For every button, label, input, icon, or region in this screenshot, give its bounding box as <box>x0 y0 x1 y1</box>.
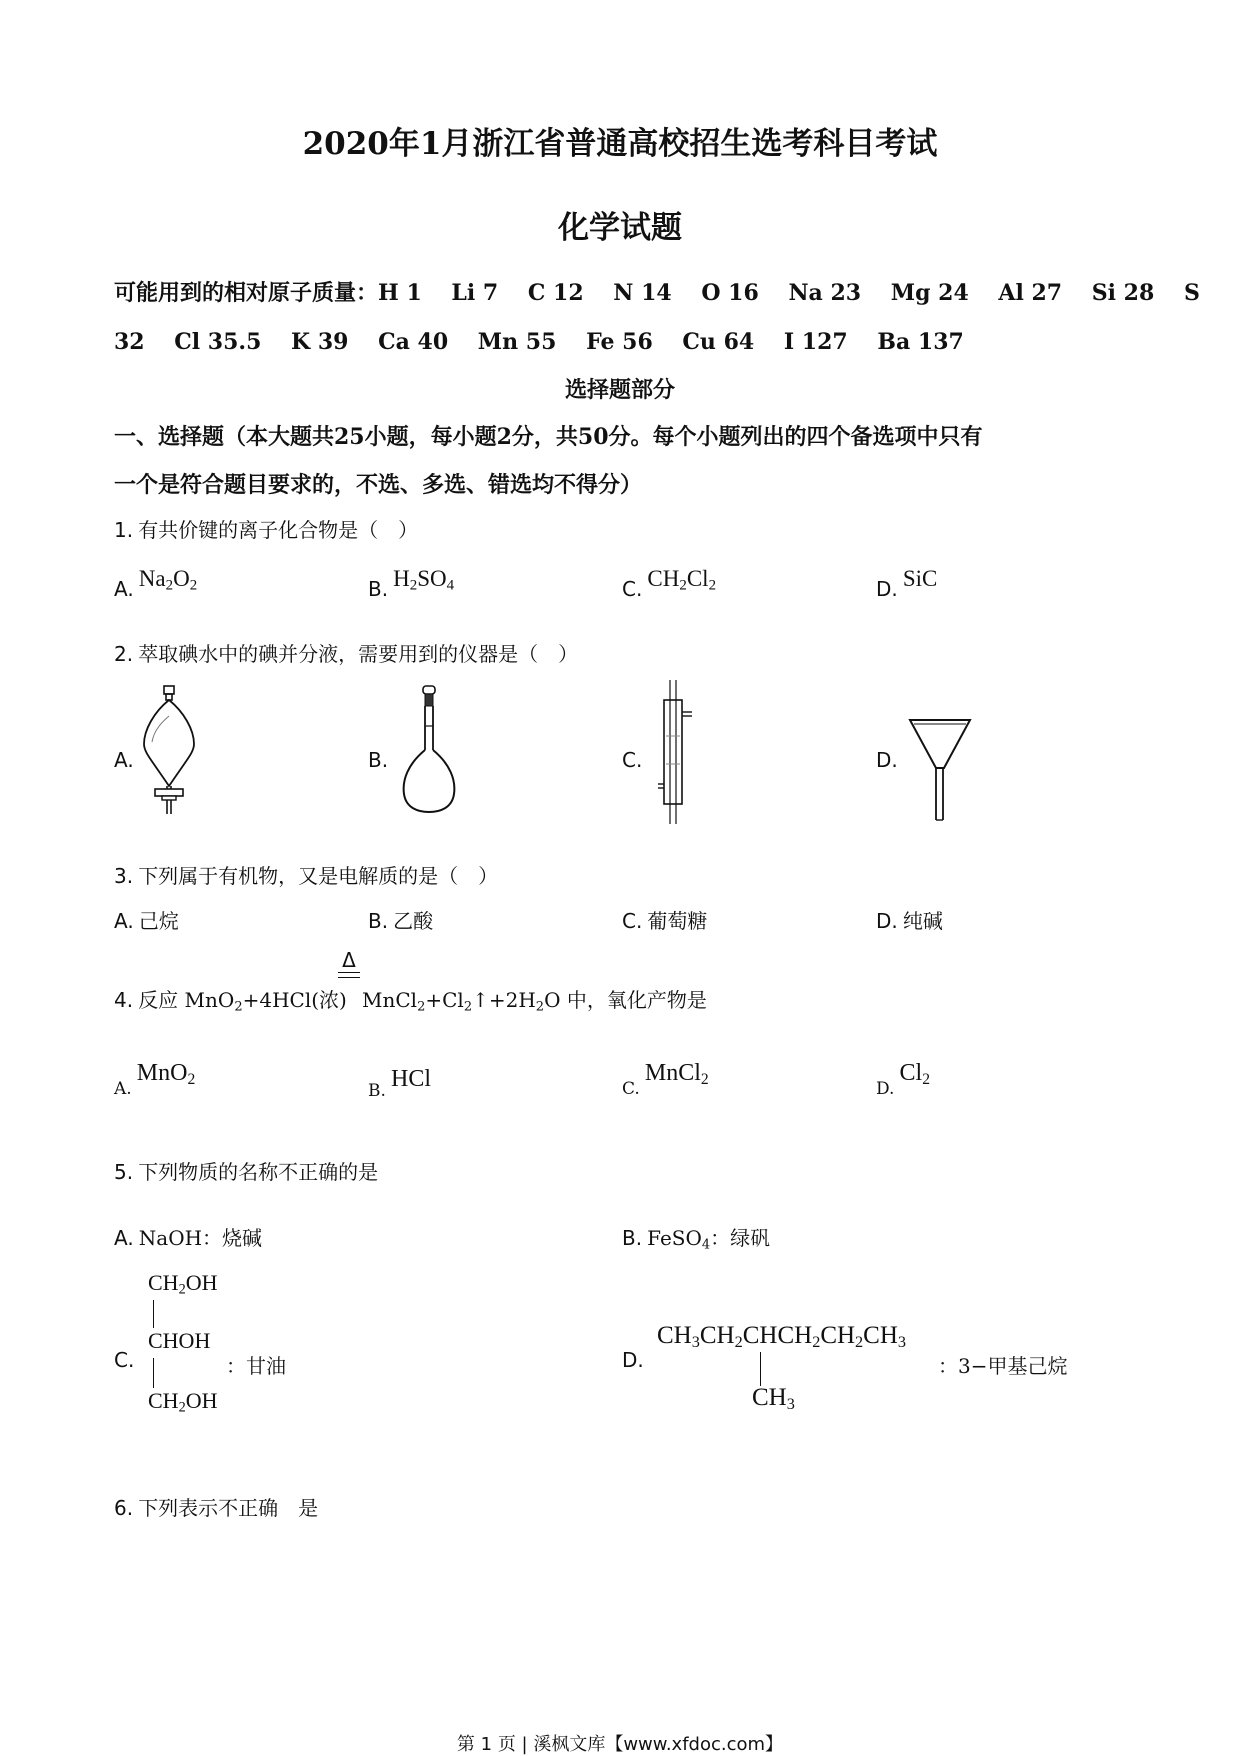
option-text: 己烷 <box>138 909 179 933</box>
q1-option-b[interactable] <box>368 566 455 601</box>
option-text: 纯碱 <box>902 909 943 933</box>
option-label: D. <box>876 577 898 601</box>
option-label: D. <box>876 1079 895 1099</box>
bond-line <box>153 1300 154 1328</box>
question-text: 有共价键的离子化合物是（ ） <box>138 518 419 542</box>
option-formula: NaOH <box>138 1226 203 1250</box>
question-6 <box>114 1492 318 1521</box>
option-label: D. <box>876 909 898 933</box>
option-formula: $CH_2Cl_2$ <box>647 566 717 594</box>
option-label: A. <box>114 577 134 601</box>
question-4-products: $MnCl_2+Cl_2↑+2H_2O$ 中，氧化产物是 <box>362 988 707 1015</box>
option-label: B. <box>368 909 389 933</box>
reaction-condition <box>338 950 360 978</box>
option-name: ：烧碱 <box>202 1226 263 1250</box>
page-footer: 第 1 页 | 溪枫文库【www.xfdoc.com】 <box>456 1734 784 1755</box>
section-intro-line1: 一、选择题（本大题共25小题，每小题2分，共50分。每个小题列出的四个备选项中只有 <box>114 424 983 450</box>
q2-option-a-label[interactable]: A. <box>114 748 134 772</box>
glycerol-row-1: $CH_2OH$ <box>148 1270 218 1298</box>
question-text: 萃取碘水中的碘并分液，需要用到的仪器是（ ） <box>138 642 579 666</box>
q5-option-c-label[interactable]: C. <box>114 1348 135 1372</box>
option-label: B. <box>622 1226 643 1250</box>
question-number: 1. <box>114 518 134 542</box>
q3-option-a[interactable] <box>114 905 179 934</box>
glycerol-row-2: CHOH <box>148 1328 211 1353</box>
glycerol-name: ：甘油 <box>226 1354 286 1378</box>
option-label: A. <box>114 1226 134 1250</box>
condenser-icon[interactable] <box>656 680 696 824</box>
question-text: 下列物质的名称不正确的是 <box>138 1160 379 1184</box>
option-formula: $Na_2O_2$ <box>138 566 198 594</box>
q1-option-a[interactable] <box>114 566 198 601</box>
question-text: 下列属于有机物，又是电解质的是（ ） <box>138 864 499 888</box>
question-number: 5. <box>114 1160 134 1184</box>
question-4 <box>114 984 347 1013</box>
option-formula: $Cl_2$ <box>899 1060 931 1088</box>
atomic-masses-line1: 可能用到的相对原子质量：H 1 Li 7 C 12 N 14 O 16 Na 23 Mg 24 Al 27 Si 28 S <box>114 280 1200 306</box>
q5-option-b[interactable] <box>622 1222 770 1251</box>
q3-option-c[interactable] <box>622 905 707 934</box>
section-title: 选择题部分 <box>564 377 675 403</box>
volumetric-flask-icon[interactable] <box>398 686 460 816</box>
question-number: 2. <box>114 642 134 666</box>
q3-option-b[interactable] <box>368 905 433 934</box>
option-label: C. <box>622 1079 640 1099</box>
question-2 <box>114 638 578 667</box>
bond-line <box>153 1358 154 1388</box>
option-text: 乙酸 <box>393 909 434 933</box>
section-intro-line2: 一个是符合题目要求的，不选、多选、错选均不得分） <box>114 472 643 498</box>
option-formula: FeSO$_4$ <box>647 1226 711 1253</box>
q3-option-d[interactable] <box>876 905 943 934</box>
option-formula: MnCl$_2$ <box>644 1060 709 1088</box>
question-1 <box>114 514 418 543</box>
question-number: 6. <box>114 1496 134 1520</box>
separatory-funnel-icon[interactable] <box>140 686 200 818</box>
option-label: B. <box>368 1081 386 1101</box>
option-formula: $H_2SO_4$ <box>393 566 455 594</box>
option-formula: HCl <box>391 1066 432 1092</box>
q2-option-b-label[interactable]: B. <box>368 748 389 772</box>
q1-option-d[interactable] <box>876 566 938 601</box>
q4-option-d[interactable] <box>876 1060 931 1099</box>
question-3 <box>114 860 498 889</box>
question-number: 3. <box>114 864 134 888</box>
question-number: 4. <box>114 988 134 1012</box>
q4-option-a[interactable] <box>114 1060 196 1099</box>
option-label: A. <box>114 1079 132 1099</box>
question-5 <box>114 1156 378 1185</box>
q4-option-c[interactable] <box>622 1060 709 1099</box>
option-formula: MnO$_2$ <box>136 1060 196 1088</box>
option-text: 葡萄糖 <box>647 909 708 933</box>
option-formula: SiC <box>902 566 938 591</box>
methylhexane-chain: $CH_3CH_2CHCH_2CH_2CH_3$ <box>657 1322 907 1352</box>
q2-option-c-label[interactable]: C. <box>622 748 643 772</box>
q4-option-b[interactable] <box>368 1066 432 1101</box>
q5-option-d-label[interactable]: D. <box>622 1348 644 1372</box>
glycerol-row-3: $CH_2OH$ <box>148 1388 218 1416</box>
option-label: C. <box>622 577 643 601</box>
atomic-masses-line2: 32 Cl 35.5 K 39 Ca 40 Mn 55 Fe 56 Cu 64 I 127 Ba 137 <box>114 329 964 355</box>
question-text: 下列表示不正确 是 <box>138 1496 319 1520</box>
q5-option-a[interactable] <box>114 1222 262 1251</box>
exam-title: 2020年1月浙江省普通高校招生选考科目考试 <box>302 126 938 162</box>
methylhexane-branch: $CH_3$ <box>752 1384 795 1414</box>
option-label: B. <box>368 577 389 601</box>
option-name: ：绿矾 <box>710 1226 771 1250</box>
q2-option-d-label[interactable]: D. <box>876 748 898 772</box>
option-label: C. <box>622 909 643 933</box>
methylhexane-name: ：3−甲基己烷 <box>938 1354 1068 1378</box>
equal-sign-icon <box>338 972 360 978</box>
option-label: A. <box>114 909 134 933</box>
question-text: 反应 MnO$_2$+4HCl(浓) <box>138 988 347 1015</box>
bond-line <box>760 1352 761 1386</box>
exam-subtitle: 化学试题 <box>558 210 682 246</box>
q1-option-c[interactable] <box>622 566 717 601</box>
heat-symbol: Δ <box>342 948 356 972</box>
funnel-icon[interactable] <box>908 716 972 822</box>
